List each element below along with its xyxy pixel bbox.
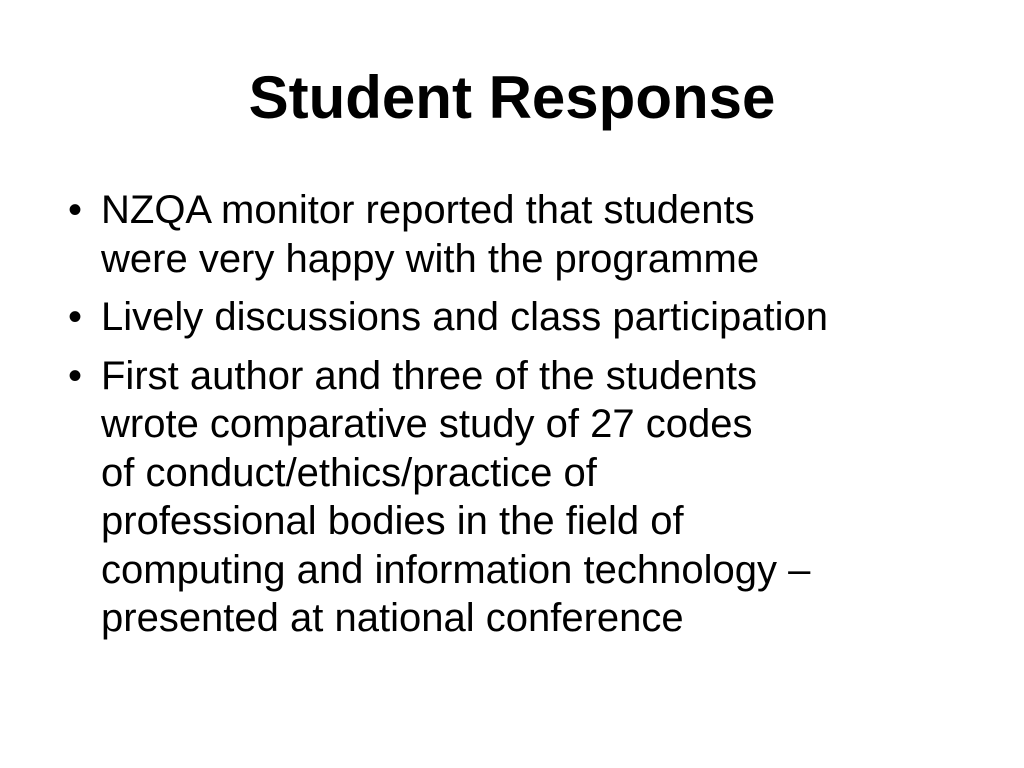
- bullet-line: wrote comparative study of 27 codes: [101, 402, 753, 446]
- bullet-line: NZQA monitor reported that students: [101, 188, 755, 232]
- bullet-text: [101, 293, 960, 342]
- bullet-text: [101, 352, 960, 643]
- bullet-line: were very happy with the programme: [101, 236, 760, 281]
- bullet-item-3: [60, 352, 960, 643]
- bullet-dot-icon: •: [67, 353, 82, 398]
- bullet-list: [60, 186, 960, 653]
- bullet-item-1: [60, 186, 960, 283]
- bullet-line: professional bodies in the field of: [101, 499, 684, 543]
- bullet-text: [101, 186, 960, 283]
- bullet-line: Lively discussions and class participation: [101, 295, 829, 339]
- bullet-dot-icon: •: [67, 188, 82, 232]
- bullet-line: First author and three of the students: [101, 353, 757, 398]
- bullet-item-2: [60, 293, 960, 342]
- bullet-line: computing and information technology –: [101, 547, 811, 592]
- bullet-line: of conduct/ethics/practice of: [101, 450, 597, 495]
- bullet-dot-icon: •: [67, 295, 82, 339]
- slide-title: Student Response: [248, 64, 776, 131]
- bullet-line: presented at national conference: [101, 596, 684, 640]
